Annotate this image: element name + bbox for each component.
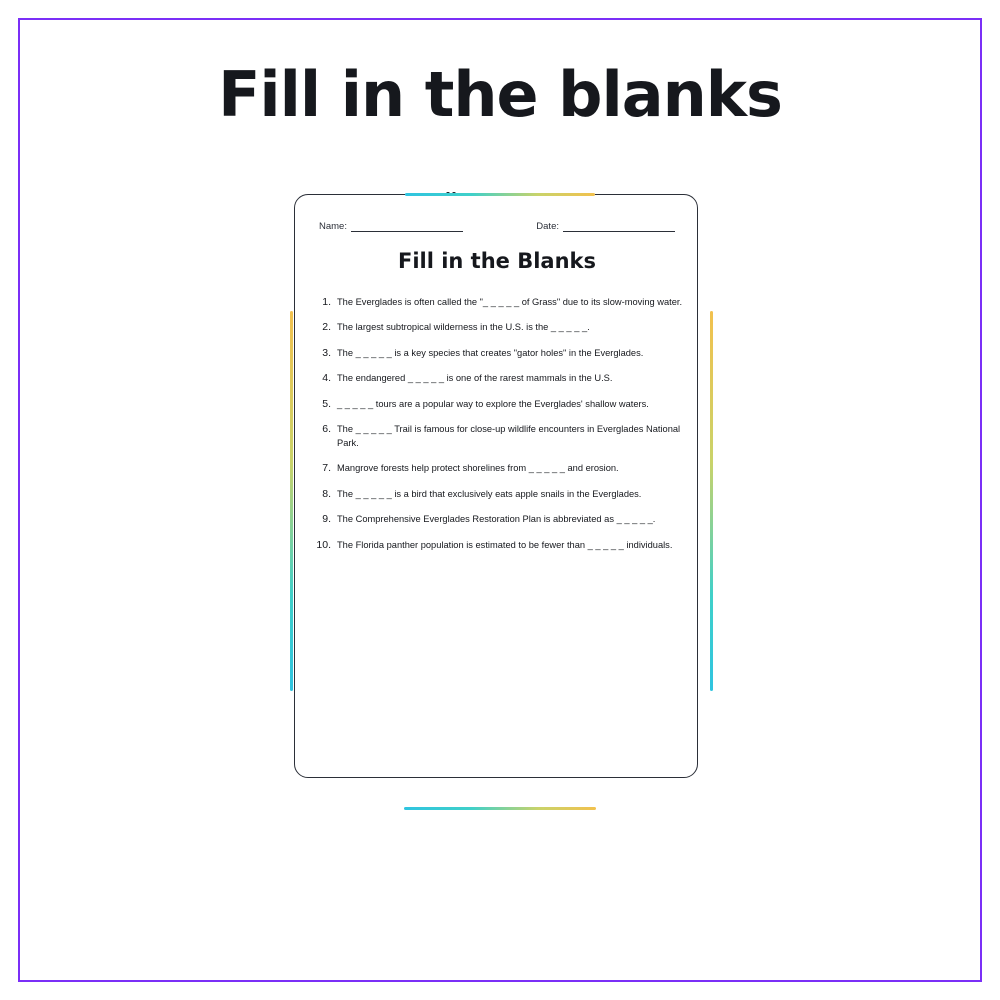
question-text: The largest subtropical wilderness in the U.S. is the _ _ _ _ _. (337, 322, 590, 333)
list-item (305, 295, 691, 309)
page-title: Fill in the blanks (218, 58, 782, 131)
question-text: The _ _ _ _ _ Trail is famous for close-up wildlife encounters in Everglades National Park. (337, 424, 681, 448)
questions-list (305, 295, 691, 563)
question-text: The Comprehensive Everglades Restoration Plan is abbreviated as _ _ _ _ _. (337, 514, 656, 525)
question-number: 10. (316, 538, 331, 551)
list-item (305, 422, 691, 450)
question-text: The Everglades is often called the "_ _ _ _ _ of Grass" due to its slow-moving water. (337, 297, 683, 307)
list-item (305, 538, 691, 552)
decorative-gradient-right (710, 311, 713, 691)
list-item (305, 320, 691, 334)
question-number: 7. (322, 462, 331, 475)
date-field-group (536, 221, 675, 232)
list-item (305, 371, 691, 385)
decorative-gradient-top (405, 193, 595, 196)
name-input-line[interactable] (351, 221, 463, 232)
question-number: 2. (322, 321, 331, 334)
decorative-gradient-bottom (404, 807, 596, 810)
question-number: 9. (322, 513, 331, 526)
question-text: Mangrove forests help protect shorelines from _ _ _ _ _ and erosion. (337, 463, 619, 474)
question-number: 8. (322, 487, 331, 500)
question-number: 1. (322, 296, 331, 308)
list-item (305, 512, 691, 526)
date-label: Date: (536, 221, 559, 232)
question-number: 4. (322, 372, 331, 385)
question-text: The endangered _ _ _ _ _ is one of the rarest mammals in the U.S. (337, 373, 613, 384)
worksheet-title: Fill in the Blanks (397, 249, 597, 273)
date-input-line[interactable] (563, 221, 675, 232)
name-label: Name: (319, 221, 347, 232)
list-item (305, 346, 691, 360)
question-number: 6. (322, 423, 331, 436)
decorative-gradient-left (290, 311, 293, 691)
question-text: The _ _ _ _ _ is a bird that exclusively eats apple snails in the Everglades. (337, 488, 642, 499)
meta-row (319, 221, 675, 232)
question-number: 5. (322, 397, 331, 410)
list-item (305, 487, 691, 501)
worksheet-card (294, 194, 698, 778)
list-item (305, 397, 691, 411)
question-text: The _ _ _ _ _ is a key species that creates "gator holes" in the Everglades. (337, 347, 644, 358)
question-number: 3. (322, 346, 331, 359)
question-text: _ _ _ _ _ tours are a popular way to explore the Everglades' shallow waters. (337, 398, 649, 409)
name-field-group (319, 221, 463, 232)
question-text: The Florida panther population is estimated to be fewer than _ _ _ _ _ individuals. (337, 539, 673, 550)
list-item (305, 461, 691, 475)
